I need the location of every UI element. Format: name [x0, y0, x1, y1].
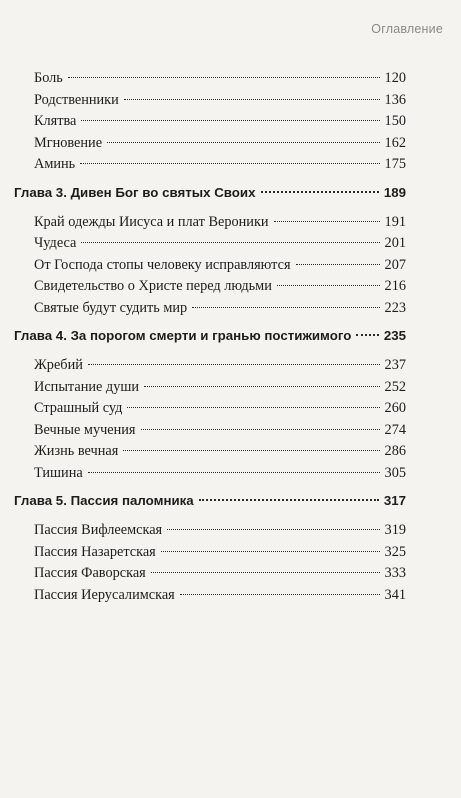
toc-page-number: 341: [384, 586, 406, 603]
toc-entry-title: Край одежды Иисуса и плат Вероники: [34, 213, 269, 230]
toc-entry-title: Вечные мучения: [34, 421, 136, 438]
toc-entry: [34, 257, 406, 279]
dot-leader: [151, 572, 380, 573]
toc-entry-title: Тишина: [34, 464, 83, 481]
dot-leader: [80, 163, 379, 164]
toc-entry: [34, 113, 406, 135]
toc-page-number: 189: [383, 184, 406, 200]
toc-entry: [34, 522, 406, 544]
toc-page-number: 216: [384, 278, 406, 294]
running-header: Оглавление: [371, 22, 443, 36]
dot-leader: [144, 386, 380, 387]
toc-entry: [34, 278, 406, 300]
dot-leader: [68, 77, 380, 78]
toc-page-number: 136: [384, 91, 406, 108]
toc-page-number: 260: [384, 400, 406, 416]
dot-leader: [167, 529, 379, 530]
toc-entry: [34, 544, 406, 566]
toc-entry-title: От Господа стопы человеку исправляются: [34, 256, 291, 273]
toc-entry: [34, 357, 406, 379]
toc-entry: [34, 156, 406, 178]
dot-leader: [81, 242, 379, 243]
toc-entry-title: Глава 3. Дивен Бог во святых Своих: [14, 184, 256, 200]
toc-entry-title: Пассия Иерусалимская: [34, 586, 175, 603]
toc-entry-title: Пассия Назаретская: [34, 543, 156, 560]
toc-entry: [34, 565, 406, 587]
toc-entry-title: Жизнь вечная: [34, 443, 119, 459]
toc-page-number: 319: [384, 522, 406, 538]
toc-page-number: 317: [383, 493, 406, 508]
toc-entry: [34, 300, 406, 322]
toc-entry-title: Страшный суд: [34, 400, 123, 416]
toc-chapter-entry: [14, 493, 406, 517]
toc-entry-title: Аминь: [34, 156, 76, 172]
toc-entry-title: Родственники: [34, 91, 119, 108]
toc-entry: [34, 70, 406, 92]
toc-entry: [34, 135, 406, 157]
toc-page-number: 207: [384, 256, 406, 273]
toc-entry-title: Чудеса: [34, 235, 77, 251]
dot-leader: [141, 429, 380, 430]
toc-page-number: 325: [384, 543, 406, 560]
dot-leader: [192, 307, 379, 308]
dot-leader: [296, 264, 380, 265]
toc-page-number: 252: [384, 378, 406, 395]
table-of-contents: [0, 70, 461, 608]
toc-entry-title: Клятва: [34, 113, 77, 129]
dot-leader: [161, 551, 380, 552]
dot-leader: [88, 472, 380, 473]
toc-entry: [34, 587, 406, 609]
toc-page-number: 162: [384, 134, 406, 151]
toc-chapter-entry: [14, 328, 406, 352]
toc-entry: [34, 379, 406, 401]
toc-entry-title: Боль: [34, 70, 63, 86]
dot-leader: [124, 99, 380, 100]
toc-entry: [34, 214, 406, 236]
dot-leader: [277, 285, 380, 286]
toc-page-number: 223: [384, 299, 406, 316]
toc-page-number: 305: [384, 464, 406, 481]
toc-page-number: 333: [384, 565, 406, 581]
toc-entry: [34, 400, 406, 422]
dot-leader: [199, 499, 379, 501]
toc-entry-title: Пассия Вифлеемская: [34, 522, 163, 538]
toc-page-number: 237: [384, 357, 406, 373]
toc-entry-title: Глава 4. За порогом смерти и гранью постижимого: [14, 328, 352, 343]
toc-page-number: 235: [383, 328, 406, 343]
toc-entry: [34, 235, 406, 257]
toc-page-number: 120: [384, 70, 406, 86]
toc-page-number: 201: [384, 235, 406, 251]
dot-leader: [107, 142, 380, 143]
toc-entry-title: Пассия Фаворская: [34, 565, 146, 581]
toc-page-number: 150: [384, 113, 406, 129]
toc-chapter-entry: [14, 185, 406, 209]
toc-entry: [34, 92, 406, 114]
dot-leader: [88, 364, 380, 365]
dot-leader: [123, 450, 379, 451]
dot-leader: [81, 120, 379, 121]
toc-entry-title: Святые будут судить мир: [34, 299, 188, 316]
dot-leader: [274, 221, 380, 222]
dot-leader: [180, 594, 380, 595]
toc-entry: [34, 465, 406, 487]
toc-entry: [34, 422, 406, 444]
toc-page-number: 286: [384, 443, 406, 459]
dot-leader: [127, 407, 379, 408]
dot-leader: [261, 191, 379, 193]
toc-entry-title: Мгновение: [34, 134, 103, 151]
toc-entry-title: Жребий: [34, 357, 83, 373]
toc-entry-title: Испытание души: [34, 378, 139, 395]
toc-entry-title: Свидетельство о Христе перед людьми: [34, 278, 272, 294]
dot-leader: [356, 334, 379, 336]
toc-entry-title: Глава 5. Пассия паломника: [14, 493, 194, 508]
toc-page-number: 175: [384, 156, 406, 172]
toc-page-number: 274: [384, 421, 406, 438]
toc-page-number: 191: [384, 213, 406, 230]
toc-entry: [34, 443, 406, 465]
